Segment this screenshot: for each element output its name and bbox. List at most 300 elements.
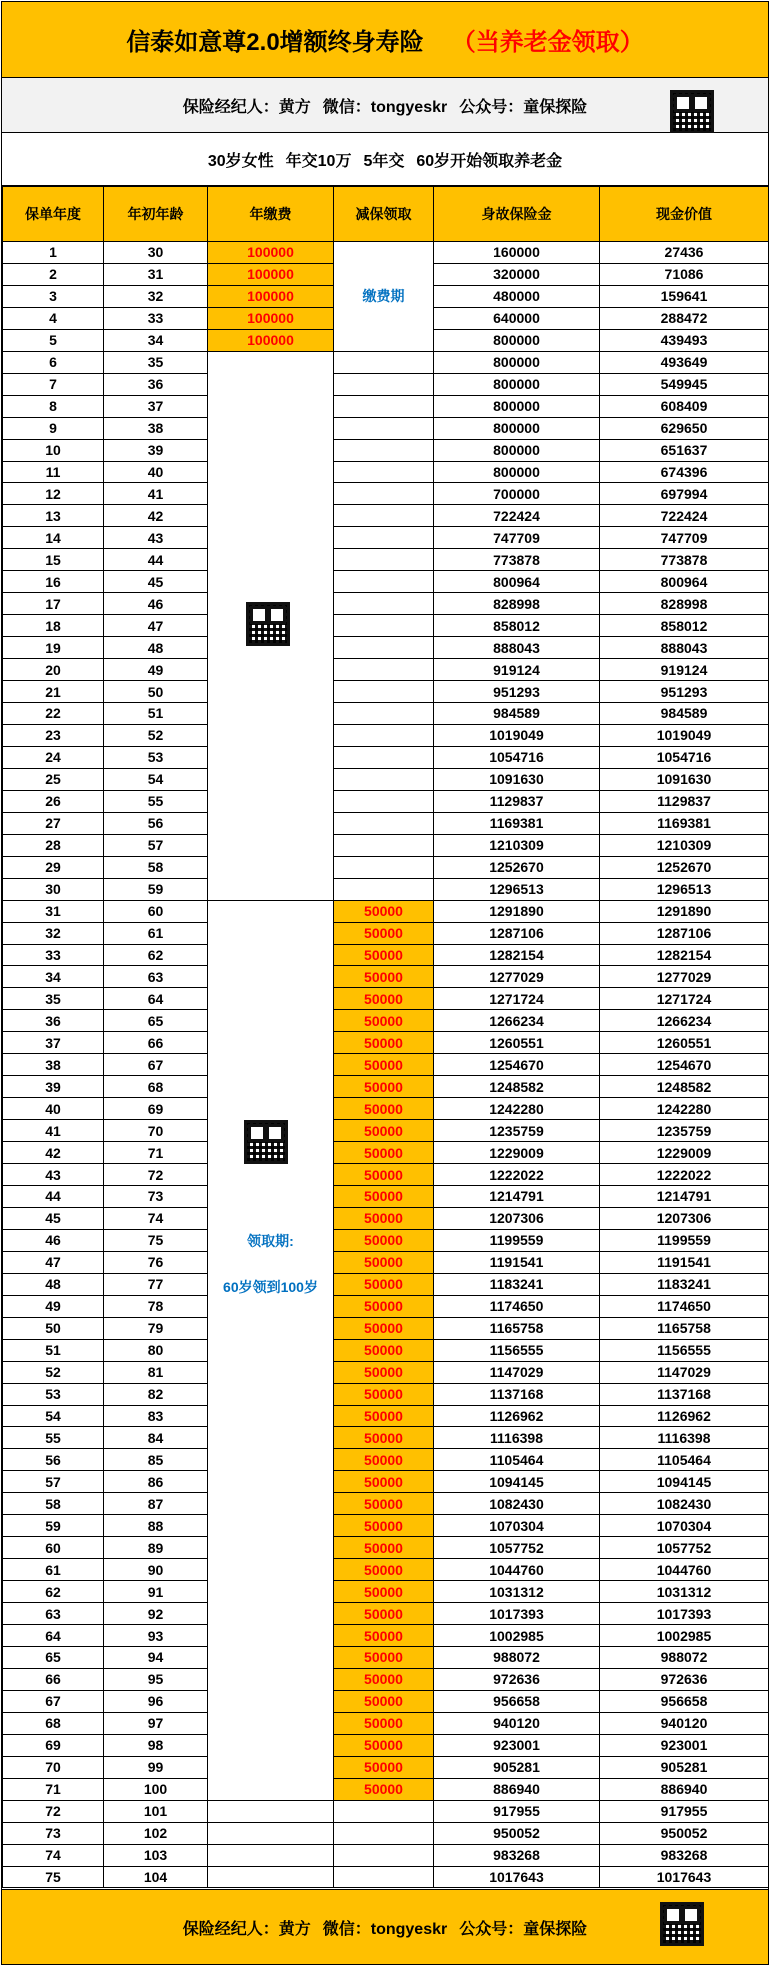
table-cell <box>334 812 434 834</box>
table-cell: 74 <box>3 1844 104 1866</box>
table-cell: 68 <box>3 1712 104 1734</box>
table-cell: 59 <box>104 878 208 900</box>
table-cell: 1277029 <box>434 966 600 988</box>
table-cell: 50000 <box>334 900 434 922</box>
table-cell: 800000 <box>434 417 600 439</box>
qr-code-icon <box>660 1902 704 1946</box>
table-cell: 50000 <box>334 1734 434 1756</box>
table-cell <box>334 637 434 659</box>
table-cell: 11 <box>3 461 104 483</box>
table-row <box>3 834 769 856</box>
page-subtitle <box>452 22 644 57</box>
table-cell: 1296513 <box>600 878 769 900</box>
table-cell: 71086 <box>600 263 769 285</box>
table-cell: 800000 <box>434 373 600 395</box>
table-cell <box>334 768 434 790</box>
table-cell: 50000 <box>334 1668 434 1690</box>
table-cell: 50000 <box>334 1098 434 1120</box>
table-row <box>3 900 769 922</box>
table-cell: 89 <box>104 1537 208 1559</box>
table-row <box>3 615 769 637</box>
table-cell: 50000 <box>334 1515 434 1537</box>
table-cell: 87 <box>104 1493 208 1515</box>
withdraw-period-desc: 60岁领到100岁 <box>223 1278 318 1295</box>
table-cell: 51 <box>3 1339 104 1361</box>
table-cell: 50000 <box>334 1164 434 1186</box>
table-cell: 1207306 <box>434 1207 600 1229</box>
table-cell: 950052 <box>434 1822 600 1844</box>
table-cell: 94 <box>104 1647 208 1669</box>
table-cell: 48 <box>104 637 208 659</box>
plan-term: 5年交 <box>363 152 405 170</box>
table-cell: 54 <box>3 1405 104 1427</box>
table-cell: 50000 <box>334 1251 434 1273</box>
table-cell: 1165758 <box>600 1317 769 1339</box>
table-cell: 50000 <box>334 1383 434 1405</box>
table-cell: 905281 <box>600 1756 769 1778</box>
table-cell: 6 <box>3 351 104 373</box>
table-row <box>3 1185 769 1207</box>
page <box>1 1 769 1965</box>
table-cell: 103 <box>104 1844 208 1866</box>
table-cell: 1235759 <box>600 1120 769 1142</box>
table-cell: 72 <box>3 1800 104 1822</box>
table-row <box>3 1844 769 1866</box>
table-cell: 100000 <box>208 329 334 351</box>
agent-official-account: 公众号：童保探险 <box>459 98 588 116</box>
table-cell: 1129837 <box>434 790 600 812</box>
table-cell: 50000 <box>334 944 434 966</box>
table-cell: 1116398 <box>600 1427 769 1449</box>
table-row <box>3 1339 769 1361</box>
table-cell: 1019049 <box>600 724 769 746</box>
table-cell: 96 <box>104 1690 208 1712</box>
table-cell: 50000 <box>334 1032 434 1054</box>
table-cell: 31 <box>104 263 208 285</box>
table-row <box>3 1778 769 1800</box>
table-row <box>3 922 769 944</box>
table-row <box>3 1471 769 1493</box>
table-cell <box>208 1800 334 1822</box>
table-cell <box>334 746 434 768</box>
table-cell: 651637 <box>600 439 769 461</box>
table-cell: 20 <box>3 659 104 681</box>
table-cell: 35 <box>104 351 208 373</box>
table-cell: 2 <box>3 263 104 285</box>
table-cell: 77 <box>104 1273 208 1295</box>
table-cell: 1252670 <box>434 856 600 878</box>
table-cell: 1248582 <box>434 1076 600 1098</box>
table-cell: 93 <box>104 1625 208 1647</box>
table-cell <box>334 834 434 856</box>
table-row <box>3 593 769 615</box>
table-cell: 50000 <box>334 988 434 1010</box>
table-cell: 1296513 <box>434 878 600 900</box>
table-cell: 33 <box>104 307 208 329</box>
table-cell: 1229009 <box>600 1142 769 1164</box>
table-row <box>3 1800 769 1822</box>
table-cell <box>334 593 434 615</box>
table-cell <box>334 790 434 812</box>
column-header: 身故保险金 <box>434 187 600 242</box>
table-cell: 54 <box>104 768 208 790</box>
table-cell: 800000 <box>434 439 600 461</box>
table-cell: 47 <box>104 615 208 637</box>
table-cell: 1242280 <box>600 1098 769 1120</box>
table-cell: 1229009 <box>434 1142 600 1164</box>
table-cell: 57 <box>104 834 208 856</box>
qr-code-icon <box>244 1120 288 1164</box>
table-row <box>3 746 769 768</box>
table-cell: 439493 <box>600 329 769 351</box>
table-row <box>3 878 769 900</box>
table-cell: 988072 <box>600 1647 769 1669</box>
table-cell: 7 <box>3 373 104 395</box>
table-cell: 41 <box>104 483 208 505</box>
table-cell: 60 <box>3 1537 104 1559</box>
table-cell: 63 <box>3 1603 104 1625</box>
table-row <box>3 1734 769 1756</box>
table-cell: 919124 <box>600 659 769 681</box>
table-cell: 923001 <box>434 1734 600 1756</box>
table-row <box>3 1449 769 1471</box>
table-cell: 1091630 <box>600 768 769 790</box>
page-title: 信泰如意尊2.0增额终身寿险 <box>126 29 424 56</box>
table-cell: 50000 <box>334 1142 434 1164</box>
table-cell: 71 <box>104 1142 208 1164</box>
table-cell: 988072 <box>434 1647 600 1669</box>
table-cell: 45 <box>3 1207 104 1229</box>
table-cell: 80 <box>104 1339 208 1361</box>
table-cell: 800000 <box>434 395 600 417</box>
table-cell: 53 <box>104 746 208 768</box>
table-row <box>3 242 769 264</box>
qr-code-icon <box>246 602 290 646</box>
table-cell <box>334 483 434 505</box>
table-cell: 50000 <box>334 1427 434 1449</box>
table-cell: 18 <box>3 615 104 637</box>
table-cell: 50000 <box>334 1449 434 1471</box>
table-cell: 697994 <box>600 483 769 505</box>
table-cell: 1235759 <box>434 1120 600 1142</box>
table-cell: 773878 <box>600 549 769 571</box>
table-cell: 4 <box>3 307 104 329</box>
table-cell <box>208 1866 334 1888</box>
table-cell: 15 <box>3 549 104 571</box>
table-cell: 34 <box>104 329 208 351</box>
table-cell: 1191541 <box>434 1251 600 1273</box>
table-cell: 1291890 <box>600 900 769 922</box>
table-cell: 29 <box>3 856 104 878</box>
table-cell: 50000 <box>334 1559 434 1581</box>
table-cell: 99 <box>104 1756 208 1778</box>
table-cell: 37 <box>3 1032 104 1054</box>
table-cell: 1271724 <box>600 988 769 1010</box>
table-cell <box>334 417 434 439</box>
table-cell: 700000 <box>434 483 600 505</box>
table-cell: 917955 <box>600 1800 769 1822</box>
table-cell: 72 <box>104 1164 208 1186</box>
table-cell <box>334 461 434 483</box>
table-cell: 43 <box>104 527 208 549</box>
table-cell: 36 <box>104 373 208 395</box>
table-cell: 1207306 <box>600 1207 769 1229</box>
table-row <box>3 1668 769 1690</box>
table-row <box>3 944 769 966</box>
table-cell: 50000 <box>334 1581 434 1603</box>
table-cell: 50000 <box>334 922 434 944</box>
table-cell: 1126962 <box>434 1405 600 1427</box>
table-cell: 1031312 <box>434 1581 600 1603</box>
table-cell: 50000 <box>334 1317 434 1339</box>
table-cell: 17 <box>3 593 104 615</box>
table-cell: 44 <box>3 1185 104 1207</box>
table-cell: 288472 <box>600 307 769 329</box>
table-cell: 1169381 <box>600 812 769 834</box>
table-cell: 940120 <box>434 1712 600 1734</box>
table-cell: 69 <box>104 1098 208 1120</box>
column-header: 现金价值 <box>600 187 769 242</box>
agent-name: 保险经纪人：黄方 <box>182 98 311 116</box>
table-cell: 13 <box>3 505 104 527</box>
table-cell <box>208 1822 334 1844</box>
table-cell: 37 <box>104 395 208 417</box>
table-cell: 923001 <box>600 1734 769 1756</box>
table-cell: 60 <box>104 900 208 922</box>
table-cell: 32 <box>104 285 208 307</box>
table-cell: 24 <box>3 746 104 768</box>
table-cell: 640000 <box>434 307 600 329</box>
plan-summary-bar <box>2 133 768 186</box>
table-cell: 1199559 <box>600 1229 769 1251</box>
subtitle-close-paren: ） <box>619 29 644 56</box>
table-cell: 66 <box>3 1668 104 1690</box>
table-cell: 55 <box>3 1427 104 1449</box>
table-cell: 493649 <box>600 351 769 373</box>
table-cell: 1248582 <box>600 1076 769 1098</box>
table-cell <box>334 527 434 549</box>
table-cell: 32 <box>3 922 104 944</box>
table-cell: 70 <box>3 1756 104 1778</box>
table-cell: 1242280 <box>434 1098 600 1120</box>
table-row <box>3 549 769 571</box>
table-cell: 58 <box>3 1493 104 1515</box>
table-cell: 73 <box>104 1185 208 1207</box>
plan-premium: 年交10万 <box>285 152 352 170</box>
table-cell: 65 <box>3 1647 104 1669</box>
table-row <box>3 1317 769 1339</box>
table-cell: 101 <box>104 1800 208 1822</box>
table-cell: 1017393 <box>434 1603 600 1625</box>
table-cell: 50 <box>3 1317 104 1339</box>
table-cell: 65 <box>104 1010 208 1032</box>
table-cell: 10 <box>3 439 104 461</box>
table-cell: 21 <box>3 681 104 703</box>
table-cell: 1105464 <box>434 1449 600 1471</box>
table-cell: 50000 <box>334 1712 434 1734</box>
table-cell: 1147029 <box>434 1361 600 1383</box>
footer-bar <box>2 1889 768 1964</box>
table-cell: 320000 <box>434 263 600 285</box>
table-cell: 50000 <box>334 1185 434 1207</box>
table-row <box>3 659 769 681</box>
table-cell: 27 <box>3 812 104 834</box>
table-cell: 50000 <box>334 1647 434 1669</box>
table-cell: 62 <box>104 944 208 966</box>
qr-code-icon <box>670 90 714 134</box>
table-cell: 71 <box>3 1778 104 1800</box>
table-cell: 63 <box>104 966 208 988</box>
table-cell: 722424 <box>434 505 600 527</box>
table-row <box>3 1647 769 1669</box>
table-cell: 956658 <box>600 1690 769 1712</box>
table-cell: 972636 <box>600 1668 769 1690</box>
table-cell: 79 <box>104 1317 208 1339</box>
table-cell <box>334 1822 434 1844</box>
table-row <box>3 1625 769 1647</box>
table-cell: 1031312 <box>600 1581 769 1603</box>
table-cell <box>334 878 434 900</box>
withdraw-period-label <box>208 900 334 1800</box>
table-cell: 52 <box>3 1361 104 1383</box>
table-row <box>3 1866 769 1888</box>
table-row <box>3 1032 769 1054</box>
table-cell: 629650 <box>600 417 769 439</box>
table-cell: 73 <box>3 1822 104 1844</box>
table-cell: 1 <box>3 242 104 264</box>
table-row <box>3 1690 769 1712</box>
plan-description: 60岁开始领取养老金 <box>416 152 563 170</box>
table-cell: 917955 <box>434 1800 600 1822</box>
table-cell: 1254670 <box>600 1054 769 1076</box>
table-cell: 773878 <box>434 549 600 571</box>
agent-bar <box>2 78 768 133</box>
table-cell: 1129837 <box>600 790 769 812</box>
table-cell: 1054716 <box>434 746 600 768</box>
table-cell: 1019049 <box>434 724 600 746</box>
table-cell: 1183241 <box>600 1273 769 1295</box>
table-cell: 100000 <box>208 242 334 264</box>
table-row <box>3 1712 769 1734</box>
table-cell: 45 <box>104 571 208 593</box>
table-cell: 1291890 <box>434 900 600 922</box>
table-cell: 1044760 <box>600 1559 769 1581</box>
table-cell: 1222022 <box>434 1164 600 1186</box>
table-row <box>3 768 769 790</box>
table-cell: 747709 <box>600 527 769 549</box>
column-header: 减保领取 <box>334 187 434 242</box>
table-cell: 1057752 <box>434 1537 600 1559</box>
table-cell: 100 <box>104 1778 208 1800</box>
table-row <box>3 1493 769 1515</box>
table-cell: 50000 <box>334 1120 434 1142</box>
table-row <box>3 812 769 834</box>
table-cell: 1070304 <box>434 1515 600 1537</box>
table-cell: 984589 <box>600 703 769 725</box>
table-cell: 50000 <box>334 1756 434 1778</box>
table-cell: 919124 <box>434 659 600 681</box>
table-cell: 9 <box>3 417 104 439</box>
table-row <box>3 461 769 483</box>
table-cell: 1017643 <box>600 1866 769 1888</box>
table-cell: 1070304 <box>600 1515 769 1537</box>
table-cell <box>334 703 434 725</box>
table-cell: 75 <box>3 1866 104 1888</box>
table-cell: 480000 <box>434 285 600 307</box>
table-header-row <box>3 187 769 242</box>
table-cell: 91 <box>104 1581 208 1603</box>
table-cell: 747709 <box>434 527 600 549</box>
footer-wechat: 微信：tongyeskr <box>322 1920 448 1938</box>
table-cell: 100000 <box>208 285 334 307</box>
table-cell: 1057752 <box>600 1537 769 1559</box>
table-cell: 46 <box>104 593 208 615</box>
payment-period-label: 缴费期 <box>334 242 434 352</box>
column-header: 年初年龄 <box>104 187 208 242</box>
table-cell: 50000 <box>334 1295 434 1317</box>
table-cell: 22 <box>3 703 104 725</box>
table-cell: 858012 <box>600 615 769 637</box>
title-bar <box>2 2 768 78</box>
table-cell: 50000 <box>334 1537 434 1559</box>
table-cell: 51 <box>104 703 208 725</box>
table-cell: 42 <box>104 505 208 527</box>
footer-agent-name: 保险经纪人：黄方 <box>182 1920 311 1938</box>
table-cell: 1091630 <box>434 768 600 790</box>
table-row <box>3 856 769 878</box>
table-cell: 19 <box>3 637 104 659</box>
table-cell <box>334 1800 434 1822</box>
table-row <box>3 1559 769 1581</box>
table-row <box>3 1076 769 1098</box>
table-cell: 800964 <box>434 571 600 593</box>
table-cell: 983268 <box>434 1844 600 1866</box>
table-cell: 40 <box>104 461 208 483</box>
table-cell: 95 <box>104 1668 208 1690</box>
table-cell: 66 <box>104 1032 208 1054</box>
table-row <box>3 351 769 373</box>
table-cell: 42 <box>3 1142 104 1164</box>
table-cell: 78 <box>104 1295 208 1317</box>
table-cell: 1199559 <box>434 1229 600 1251</box>
table-cell: 28 <box>3 834 104 856</box>
table-row <box>3 703 769 725</box>
table-cell: 886940 <box>434 1778 600 1800</box>
table-cell <box>208 1844 334 1866</box>
table-cell: 85 <box>104 1449 208 1471</box>
table-row <box>3 966 769 988</box>
table-cell: 98 <box>104 1734 208 1756</box>
table-cell: 50000 <box>334 1361 434 1383</box>
table-cell: 100000 <box>208 307 334 329</box>
table-cell: 50000 <box>334 1207 434 1229</box>
table-cell: 53 <box>3 1383 104 1405</box>
table-row <box>3 1603 769 1625</box>
table-row <box>3 1273 769 1295</box>
table-cell: 1254670 <box>434 1054 600 1076</box>
table-cell: 82 <box>104 1383 208 1405</box>
table-cell: 50000 <box>334 1076 434 1098</box>
column-header: 年缴费 <box>208 187 334 242</box>
table-cell <box>334 395 434 417</box>
table-cell: 50000 <box>334 1493 434 1515</box>
table-cell <box>334 505 434 527</box>
table-cell: 104 <box>104 1866 208 1888</box>
table-cell: 102 <box>104 1822 208 1844</box>
table-cell <box>334 659 434 681</box>
table-cell: 1017393 <box>600 1603 769 1625</box>
table-cell: 1094145 <box>434 1471 600 1493</box>
